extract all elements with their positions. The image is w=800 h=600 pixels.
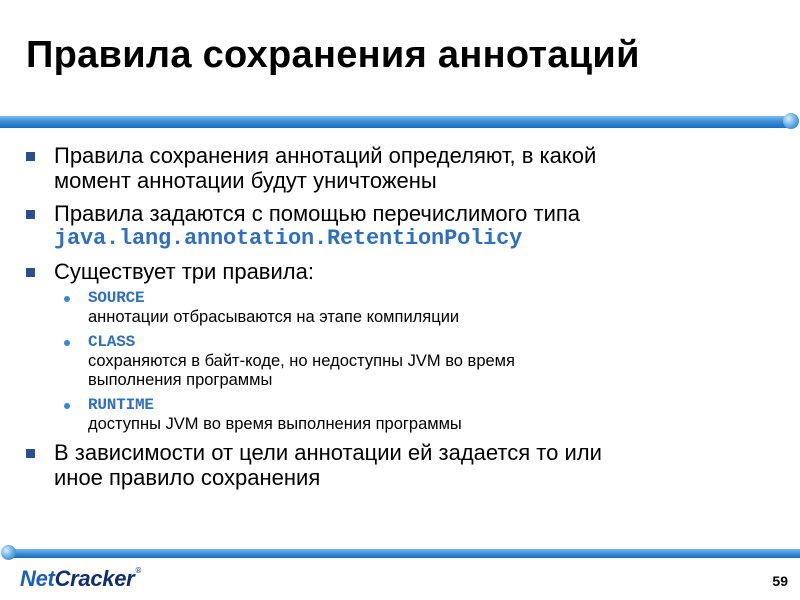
bullet-text: иное правило сохранения <box>54 465 321 490</box>
square-bullet-icon <box>26 268 35 277</box>
bottom-divider-bar <box>10 549 800 558</box>
bullet-item <box>0 201 790 251</box>
policy-name: RUNTIME <box>88 396 154 414</box>
bullet-item <box>0 259 790 284</box>
bullet-text: момент аннотации будут уничтожены <box>54 168 437 193</box>
policy-item-source <box>0 289 790 327</box>
policy-item-class <box>0 333 790 390</box>
square-bullet-icon <box>26 152 35 161</box>
bullet-text: Правила сохранения аннотаций определяют, в какой <box>54 143 597 168</box>
slide-title: Правила сохранения аннотаций <box>26 34 640 76</box>
round-bullet-icon <box>64 340 70 346</box>
bullet-item <box>0 440 790 490</box>
netcracker-logo <box>20 566 141 592</box>
bullet-text: Правила задаются с помощью перечислимого типа <box>54 201 581 226</box>
top-divider-ball <box>783 113 799 129</box>
bullet-text: Существует три правила: <box>54 259 314 284</box>
policy-description: аннотации отбрасываются на этапе компиляции <box>88 308 460 326</box>
policy-name: SOURCE <box>88 289 145 307</box>
round-bullet-icon <box>64 403 70 409</box>
bottom-divider-ball <box>1 545 16 560</box>
bullet-text: В зависимости от цели аннотации ей задается то или <box>54 440 602 465</box>
logo-text-cracker: Cracker <box>54 566 135 591</box>
policy-description: доступны JVM во время выполнения программы <box>88 415 462 433</box>
policy-description: выполнения программы <box>88 371 273 389</box>
top-divider-bar <box>0 116 787 128</box>
page-number: 59 <box>772 573 788 589</box>
policy-description: сохраняются в байт-коде, но недоступны JVM во время <box>88 352 515 370</box>
slide-content <box>0 143 790 498</box>
square-bullet-icon <box>26 449 35 458</box>
bullet-item <box>0 143 790 193</box>
policy-item-runtime <box>0 396 790 434</box>
retention-policy-code: java.lang.annotation.RetentionPolicy <box>54 226 523 251</box>
policy-list <box>0 289 790 434</box>
square-bullet-icon <box>26 210 35 219</box>
registered-mark: ® <box>135 566 142 575</box>
round-bullet-icon <box>64 296 70 302</box>
policy-name: CLASS <box>88 333 136 351</box>
logo-text-net: Net <box>20 566 55 591</box>
